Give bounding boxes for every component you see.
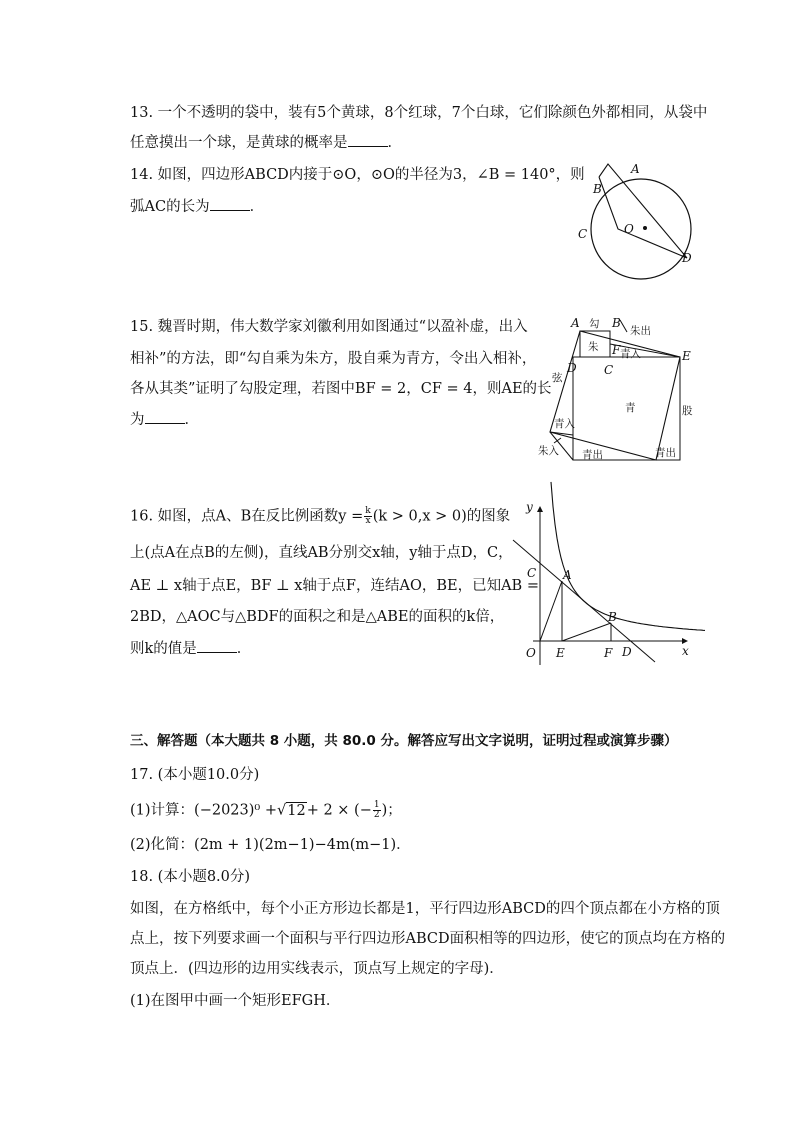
label-a: A — [571, 316, 580, 330]
label-qing-chu-right: 青出 — [655, 447, 676, 459]
q16-line5-end: ． — [236, 641, 252, 657]
q16-line5 — [130, 640, 251, 658]
circle-o — [591, 179, 691, 279]
label-f: F — [604, 646, 613, 660]
label-zhu-ru: 朱入 — [538, 445, 559, 457]
q13-line1: 13. 一个不透明的袋中，装有5个黄球，8个红球，7个白球，它们除颜色外都相同，从袋中 — [130, 105, 708, 121]
label-qing: 青 — [625, 402, 636, 414]
answer-blank — [197, 640, 237, 653]
q13-line2 — [130, 134, 402, 152]
q14-line2-end: ． — [249, 199, 265, 215]
segment-ao — [540, 581, 562, 641]
q17-p1-post: )； — [381, 802, 402, 819]
q15-line4 — [130, 411, 199, 429]
q15-line4-end: ． — [184, 412, 199, 428]
frac-den: 2 — [373, 810, 380, 820]
label-x: x — [682, 644, 689, 658]
section-heading: 三、解答题（本大题共 8 小题，共 80.0 分。解答应写出文字说明，证明过程或演算步骤） — [130, 733, 678, 749]
label-f: F — [612, 343, 621, 357]
label-c: C — [604, 363, 614, 377]
label-e: E — [682, 349, 691, 363]
q17-p1-pre: (1)计算：(−2023)⁰ + — [130, 802, 277, 819]
q14-circle-figure — [570, 160, 710, 290]
label-qing-chu-bottom: 青出 — [582, 449, 603, 461]
label-e: E — [556, 646, 565, 660]
label-d: D — [622, 645, 632, 659]
q15-line2: 相补”的方法，即“勾自乘为朱方，股自乘为青方，令出入相补， — [130, 351, 537, 367]
q17-p1-mid: + 2 × (− — [306, 802, 372, 819]
q17-title: 17. (本小题10.0分) — [130, 767, 260, 783]
label-a: A — [563, 568, 572, 582]
label-o: O — [526, 646, 536, 660]
frac-num: 1 — [373, 800, 380, 810]
q16-line1 — [130, 507, 510, 526]
hyperbola-curve — [551, 482, 705, 631]
label-zhu: 朱 — [588, 341, 599, 353]
label-a: A — [631, 162, 640, 176]
q16-function-figure — [505, 497, 700, 672]
label-gou: 勾 — [589, 318, 600, 330]
q16-line3: AE ⊥ x轴于点E，BF ⊥ x轴于点F，连结AO，BE，已知AB = — [130, 578, 539, 594]
q18-line2: 点上，按下列要求画一个面积与平行四边形ABCD面积相等的四边形，使它的顶点均在方格的 — [130, 931, 726, 947]
q16-line1-pre: 16. 如图，点A、B在反比例函数y = — [130, 508, 364, 525]
q18-title: 18. (本小题8.0分) — [130, 869, 251, 885]
q13-line2-text: 任意摸出一个球，是黄球的概率是 — [130, 135, 348, 151]
label-c: C — [578, 227, 588, 241]
q13-line2-end: ． — [387, 135, 402, 151]
q16-line4: 2BD，△AOC与△BDF的面积之和是△ABE的面积的k倍， — [130, 609, 505, 625]
label-b: B — [612, 316, 621, 330]
pointer-zhuchu — [620, 320, 627, 332]
q18-line4: (1)在图甲中画一个矩形EFGH． — [130, 993, 341, 1009]
q15-pythagoras-figure — [530, 310, 705, 465]
q17-part1: (1)计算：(−2023)⁰ +√12+ 2 × (− $\frac{1}{2}$ )； — [130, 800, 402, 820]
frac-num: k — [365, 506, 371, 516]
q15-line4-text: 为 — [130, 412, 145, 428]
label-zhu-chu: 朱出 — [630, 325, 651, 337]
label-b: B — [608, 610, 617, 624]
label-xian: 弦 — [552, 372, 563, 384]
fraction-k-over-x — [364, 507, 371, 526]
fraction-one-half — [373, 801, 381, 820]
answer-blank — [145, 411, 185, 424]
q14-line1: 14. 如图，四边形ABCD内接于⊙O，⊙O的半径为3，∠B = 140°，则 — [130, 167, 585, 183]
label-c: C — [527, 566, 537, 580]
label-o: O — [624, 222, 634, 236]
q16-line5-text: 则k的值是 — [130, 641, 197, 657]
label-qing-ru-left: 青入 — [554, 418, 575, 430]
label-gu: 股 — [682, 405, 693, 417]
segment-be — [562, 623, 611, 641]
q17-part2: (2)化简：(2m + 1)(2m−1)−4m(m−1)． — [130, 837, 411, 853]
label-d: D — [682, 251, 692, 265]
q15-line1: 15. 魏晋时期，伟大数学家刘徽利用如图通过“以盈补虚，出入 — [130, 319, 528, 335]
q14-line2-text: 弧AC的长为 — [130, 199, 210, 215]
q15-line3: 各从其类”证明了勾股定理，若图中BF = 2，CF = 4，则AE的长 — [130, 381, 552, 397]
quadrilateral-abcd — [599, 164, 687, 258]
q14-line2 — [130, 198, 264, 216]
line-ab — [513, 540, 655, 662]
label-y: y — [526, 500, 533, 514]
label-qing-ru-top: 青入 — [620, 348, 641, 360]
frac-den: x — [365, 516, 371, 526]
answer-blank — [348, 134, 388, 147]
label-d: D — [567, 361, 577, 375]
sqrt-radicand: 12 — [287, 802, 306, 819]
label-b: B — [593, 182, 602, 196]
center-point — [643, 226, 647, 230]
q18-line1: 如图，在方格纸中，每个小正方形边长都是1，平行四边形ABCD的四个顶点都在小方格的顶 — [130, 901, 720, 917]
q16-line1-post: (k > 0,x > 0)的图象 — [372, 508, 511, 525]
q18-line3: 顶点上．(四边形的边用实线表示，顶点写上规定的字母)． — [130, 961, 504, 977]
answer-blank — [210, 198, 250, 211]
q16-line2: 上(点A在点B的左侧)，直线AB分别交x轴，y轴于点D，C， — [130, 545, 513, 561]
